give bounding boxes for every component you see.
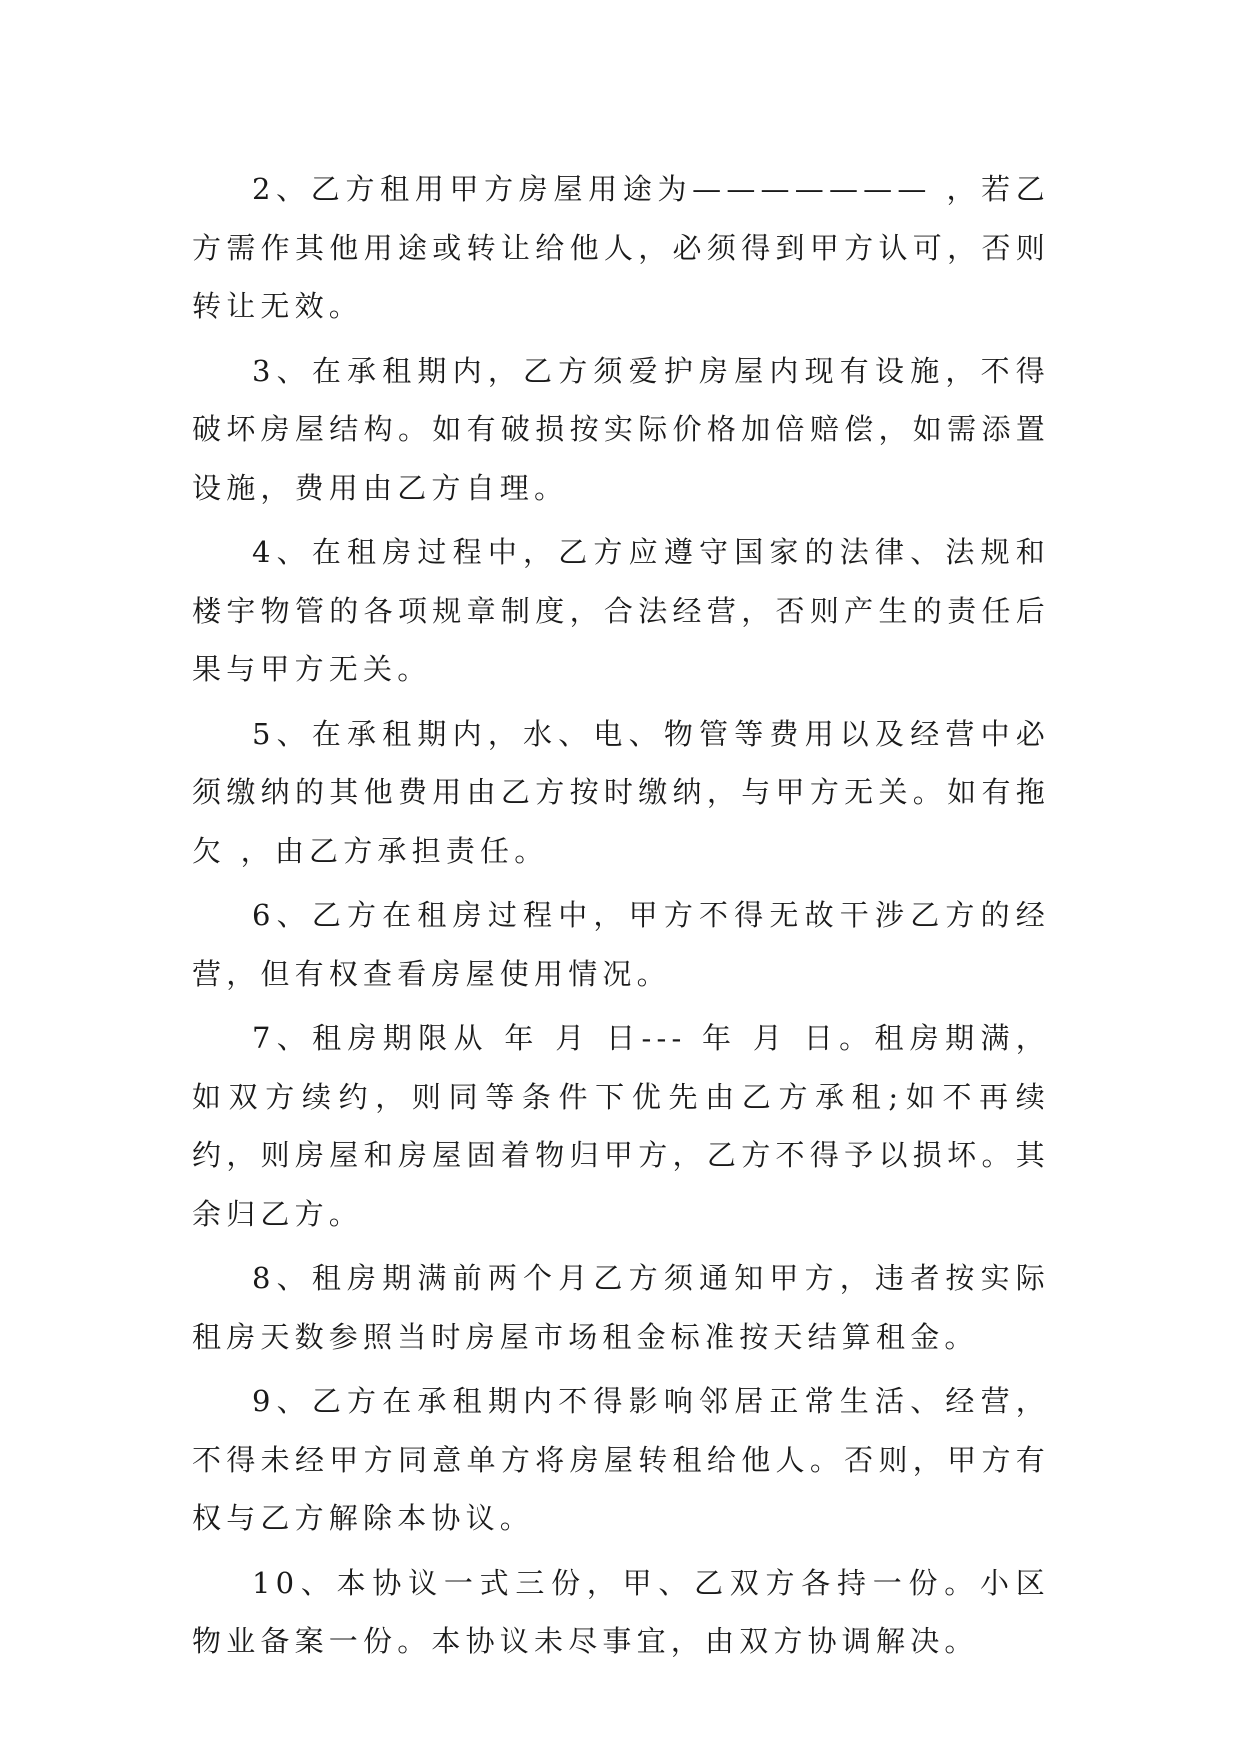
clause-10: 10、本协议一式三份，甲、乙双方各持一份。小区物业备案一份。本协议未尽事宜，由双方协调解决。 [192,1565,1050,1658]
clause-3: 3、在承租期内，乙方须爱护房屋内现有设施，不得破坏房屋结构。如有破损按实际价格加倍赔偿，如需添置设施，费用由乙方自理。 [192,353,1050,505]
clause-2: 2、乙方租用甲方房屋用途为——————— ，若乙方需作其他用途或转让给他人，必须得到甲方认可，否则转让无效。 [192,172,1050,323]
clause-8: 8、租房期满前两个月乙方须通知甲方，违者按实际租房天数参照当时房屋市场租金标准按天结算租金。 [192,1261,1050,1354]
clause-5: 5、在承租期内，水、电、物管等费用以及经营中必须缴纳的其他费用由乙方按时缴纳，与甲方无关。如有拖欠 ，由乙方承担责任。 [192,716,1050,868]
clause-4: 4、在租房过程中，乙方应遵守国家的法律、法规和楼宇物管的各项规章制度，合法经营，否则产生的责任后果与甲方无关。 [192,535,1050,686]
clause-9: 9、乙方在承租期内不得影响邻居正常生活、经营，不得未经甲方同意单方将房屋转租给他人。否则，甲方有权与乙方解除本协议。 [192,1384,1050,1535]
clause-7: 7、租房期限从 年 月 日--- 年 月 日。租房期满，如双方续约，则同等条件下优先由乙方承租;如不再续约，则房屋和房屋固着物归甲方，乙方不得予以损坏。其余归乙方。 [192,1021,1050,1231]
clause-6: 6、乙方在租房过程中，甲方不得无故干涉乙方的经营，但有权查看房屋使用情况。 [192,898,1050,991]
document-page [192,160,1050,1677]
